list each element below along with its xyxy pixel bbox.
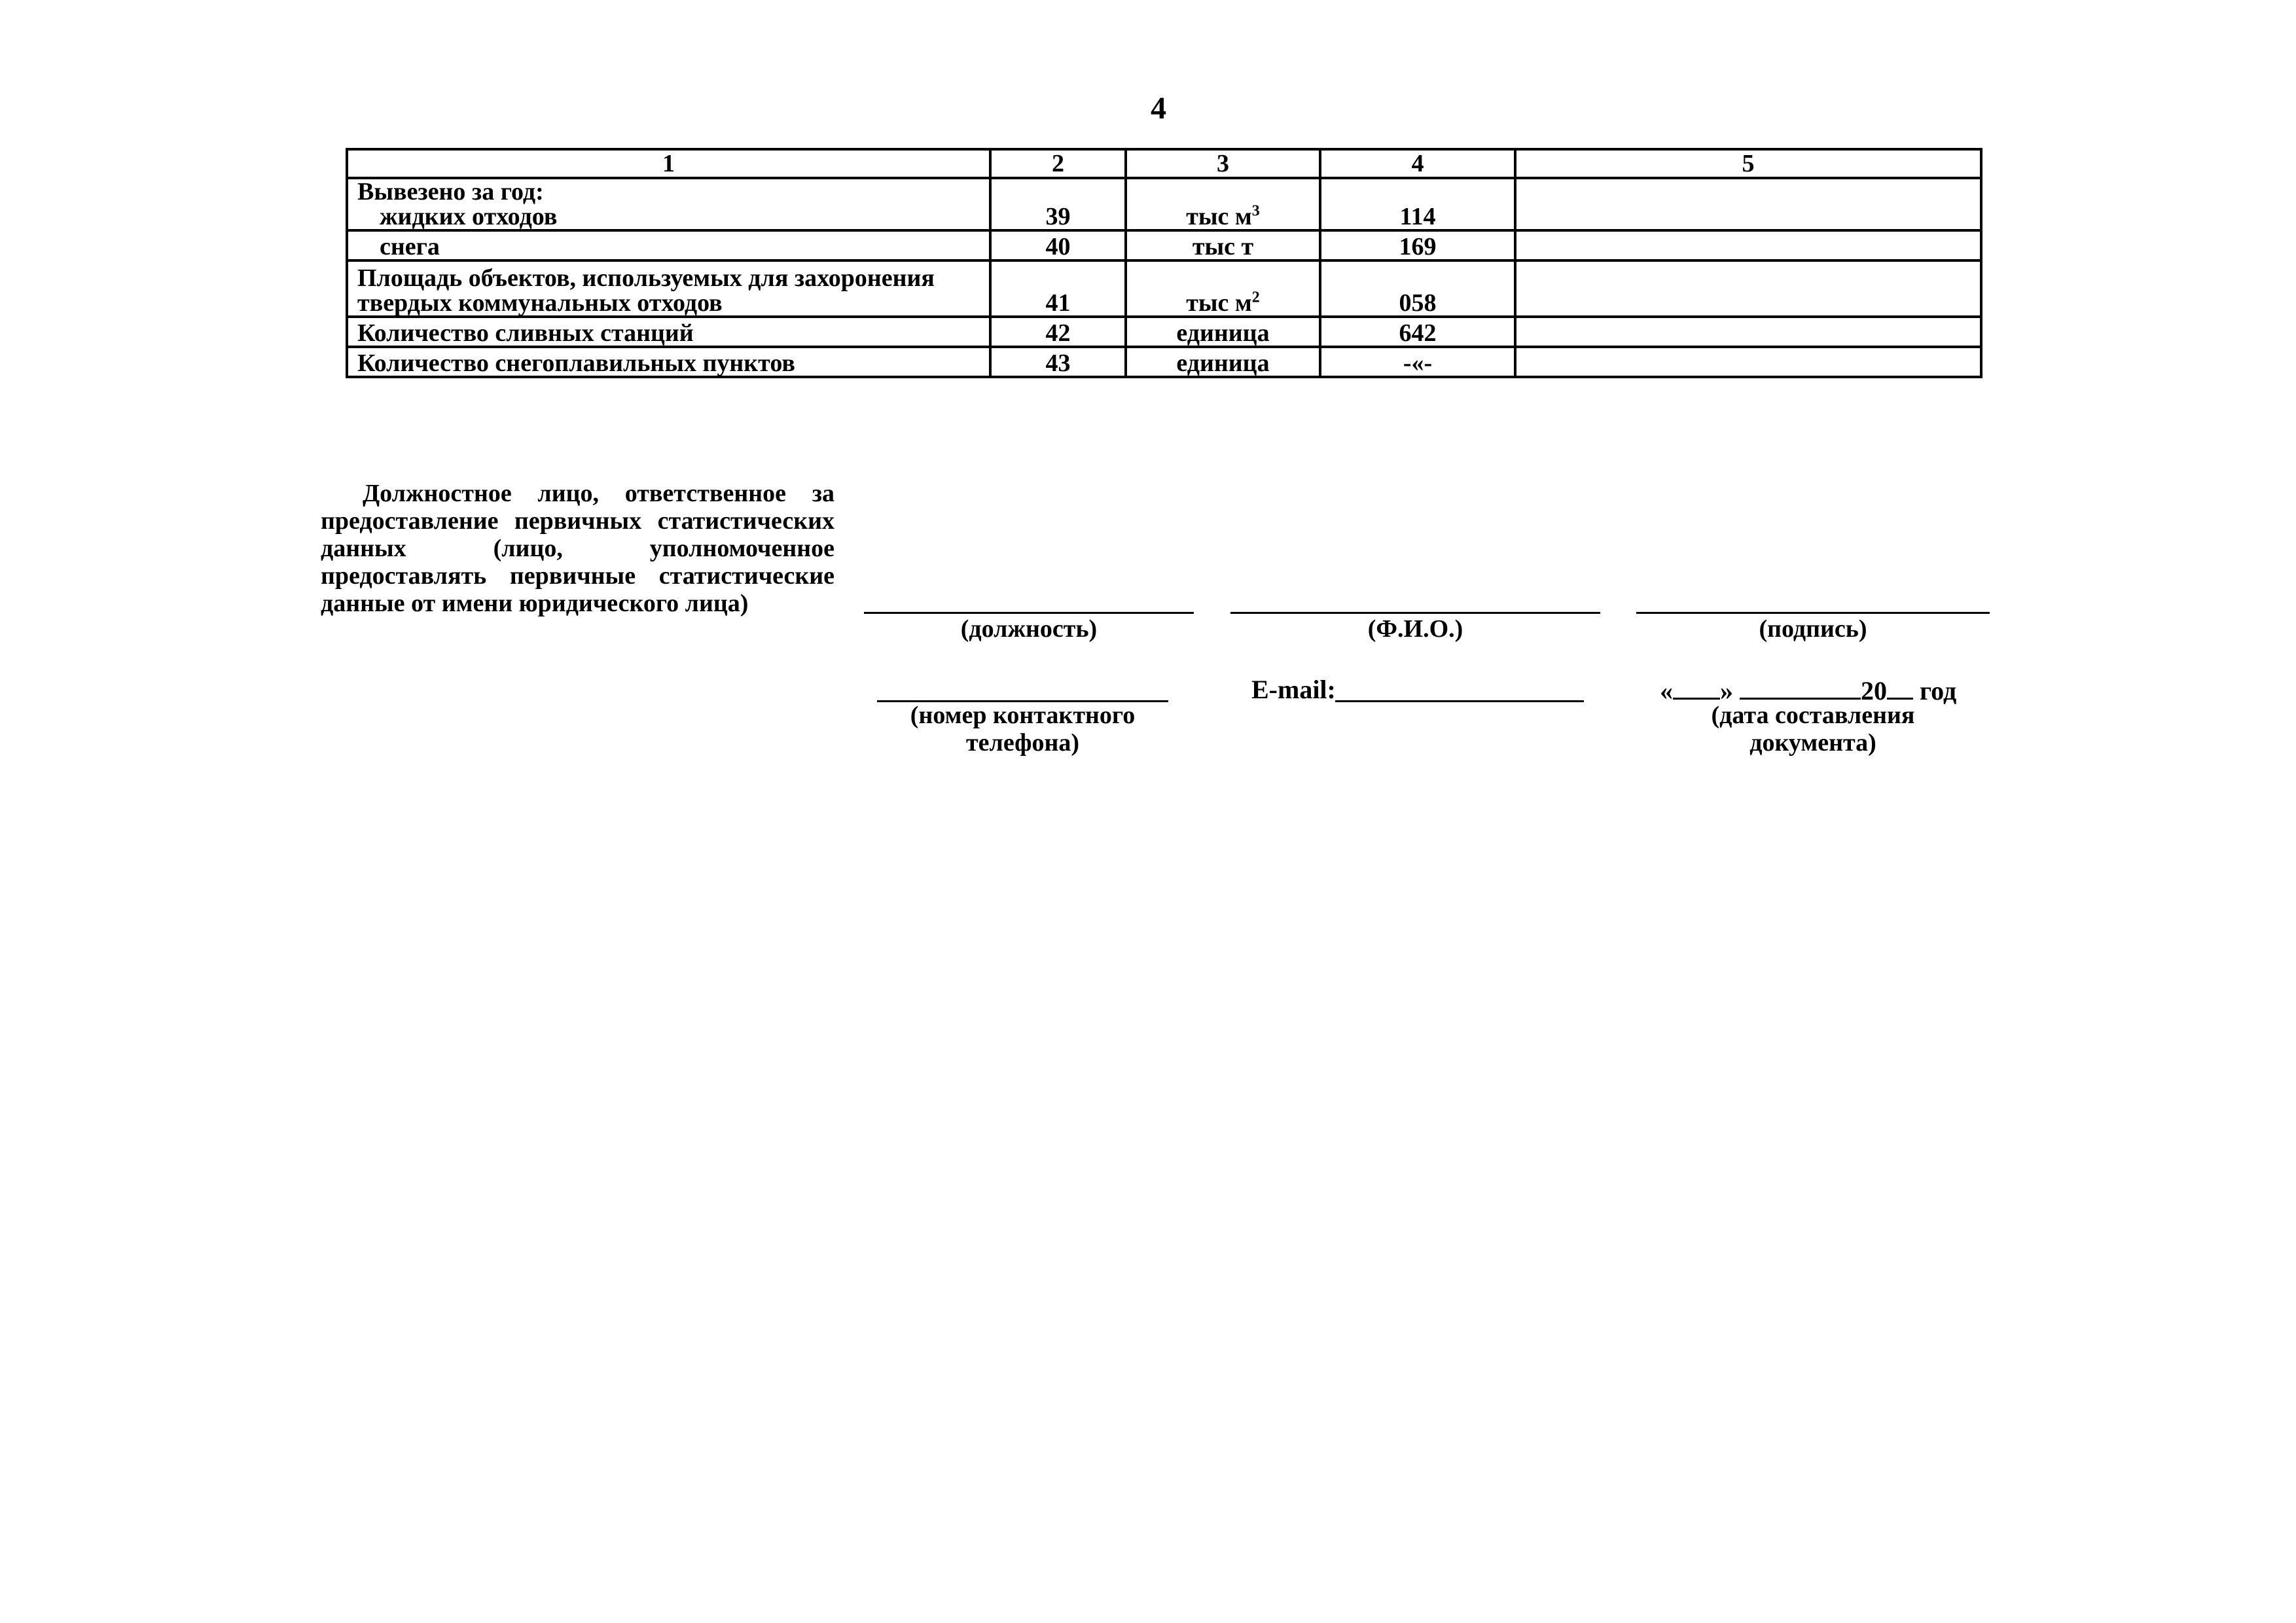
table-row <box>347 260 1981 317</box>
row-value: 058 <box>1320 260 1515 317</box>
email-label: E-mail: <box>1251 675 1336 704</box>
official-text: Должностное лицо, ответственное за предоставление первичных статистических данных (лицо, уполномоченное предоставлять первичные статистические данные от имени юридического лица) <box>321 480 834 617</box>
row-label-line1: Площадь объектов, используемых для захоронения <box>357 264 935 292</box>
row-label <box>347 178 990 230</box>
position-field-line[interactable] <box>864 612 1194 614</box>
row-col5[interactable] <box>1515 230 1981 260</box>
unit-text: тыс м <box>1186 203 1252 230</box>
row-value: -«- <box>1320 347 1515 377</box>
name-field-line[interactable] <box>1230 612 1600 614</box>
row-col5[interactable] <box>1515 317 1981 347</box>
row-value: 642 <box>1320 317 1515 347</box>
year-suffix: год <box>1920 676 1957 705</box>
unit-superscript: 2 <box>1251 289 1260 306</box>
unit-superscript: 3 <box>1251 202 1260 220</box>
phone-caption-line1: (номер контактного <box>910 702 1136 729</box>
row-code: 39 <box>990 178 1126 230</box>
table-header-row <box>347 149 1981 178</box>
row-label <box>347 260 990 317</box>
row-label: Количество снегоплавильных пунктов <box>347 347 990 377</box>
column-header-5: 5 <box>1515 149 1981 178</box>
statistics-table <box>346 148 1982 378</box>
phone-caption-line2: телефона) <box>965 729 1080 757</box>
year-prefix: 20 <box>1861 676 1887 705</box>
year-blank[interactable] <box>1887 674 1913 700</box>
table-row <box>347 178 1981 230</box>
row-col5[interactable] <box>1515 260 1981 317</box>
row-col5[interactable] <box>1515 347 1981 377</box>
column-header-4: 4 <box>1320 149 1515 178</box>
row-unit <box>1126 230 1320 260</box>
date-close-quote: » <box>1720 676 1733 705</box>
row-code: 41 <box>990 260 1126 317</box>
row-code: 42 <box>990 317 1126 347</box>
date-caption <box>1662 702 1964 757</box>
date-caption-line1: (дата составления <box>1711 702 1915 729</box>
row-label: Количество сливных станций <box>347 317 990 347</box>
row-label <box>347 230 990 260</box>
month-blank[interactable] <box>1740 674 1861 700</box>
column-header-2: 2 <box>990 149 1126 178</box>
row-value: 114 <box>1320 178 1515 230</box>
column-header-3: 3 <box>1126 149 1320 178</box>
unit-text: единица <box>1176 319 1270 347</box>
table-row <box>347 317 1981 347</box>
unit-text: тыс т <box>1192 233 1254 260</box>
date-open-quote: « <box>1660 676 1673 705</box>
row-code: 43 <box>990 347 1126 377</box>
column-header-1: 1 <box>347 149 990 178</box>
page-number: 4 <box>1151 91 1166 126</box>
row-col5[interactable] <box>1515 178 1981 230</box>
row-label-line2: жидких отходов <box>380 203 558 230</box>
position-caption: (должность) <box>960 615 1098 643</box>
unit-text: единица <box>1176 349 1270 377</box>
name-caption: (Ф.И.О.) <box>1367 615 1463 643</box>
row-unit <box>1126 317 1320 347</box>
signature-caption: (подпись) <box>1759 615 1867 643</box>
official-responsible-text <box>321 480 834 617</box>
row-label-line2: твердых коммунальных отходов <box>357 289 723 317</box>
row-unit <box>1126 178 1320 230</box>
row-unit <box>1126 260 1320 317</box>
unit-text: тыс м <box>1186 289 1252 317</box>
row-label-line1: снега <box>380 233 440 260</box>
row-unit <box>1126 347 1320 377</box>
phone-caption <box>877 702 1168 757</box>
signature-field-line[interactable] <box>1636 612 1990 614</box>
row-label-line1: Вывезено за год: <box>357 178 544 205</box>
table-row <box>347 230 1981 260</box>
row-value: 169 <box>1320 230 1515 260</box>
table-row <box>347 347 1981 377</box>
row-code: 40 <box>990 230 1126 260</box>
day-blank[interactable] <box>1673 674 1720 700</box>
date-caption-line2: документа) <box>1749 729 1876 757</box>
email-field-line[interactable] <box>1335 700 1584 702</box>
